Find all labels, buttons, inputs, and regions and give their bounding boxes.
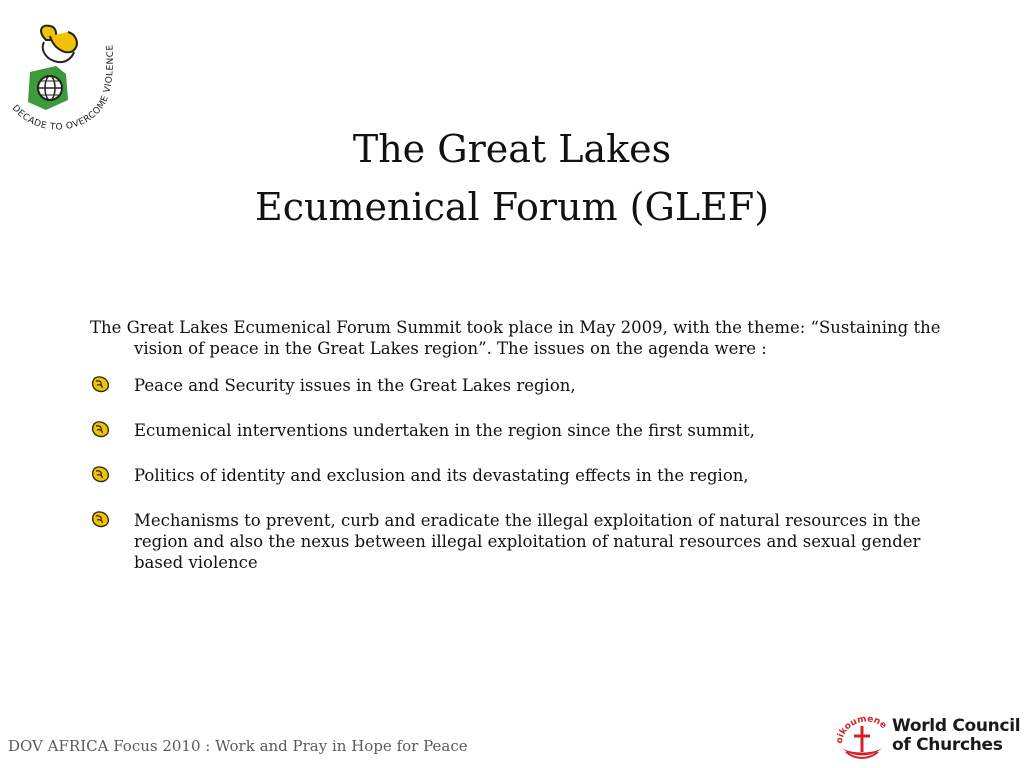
oikoumene-ship-icon	[835, 714, 888, 758]
wcc-wordmark	[892, 717, 1020, 755]
logo-text: DECADE TO OVERCOME VIOLENCE	[9, 44, 116, 133]
list-item	[90, 510, 960, 573]
hand-icon	[41, 26, 77, 62]
body-content	[90, 317, 960, 597]
bullet-text: Peace and Security issues in the Great Lakes region,	[134, 376, 576, 395]
page-title	[0, 120, 1024, 236]
hand-bullet-icon	[90, 510, 112, 530]
title-line-2: Ecumenical Forum (GLEF)	[254, 185, 770, 229]
footer-text: DOV AFRICA Focus 2010 : Work and Pray in Hope for Peace	[8, 737, 468, 755]
bullet-text: Ecumenical interventions undertaken in the region since the first summit,	[134, 421, 755, 440]
agenda-list	[90, 375, 960, 573]
svg-text:oikoumene: oikoumene	[834, 714, 889, 745]
list-item	[90, 420, 960, 441]
hand-bullet-icon	[90, 420, 112, 440]
bullet-text: Mechanisms to prevent, curb and eradicate the illegal exploitation of natural resources in the region and also the nexus between illegal exploitation of natural resources and sexual gender based violence	[134, 511, 921, 572]
list-item	[90, 465, 960, 486]
globe-icon	[28, 66, 68, 110]
hand-bullet-icon	[90, 465, 112, 485]
wcc-line-1: World Council	[892, 716, 1021, 736]
bullet-text: Politics of identity and exclusion and its devastating effects in the region,	[134, 466, 749, 485]
title-line-1: The Great Lakes	[352, 127, 672, 171]
hand-bullet-icon	[90, 375, 112, 395]
intro-paragraph: The Great Lakes Ecumenical Forum Summit took place in May 2009, with the theme: “Sustaining the vision of peace in the Great Lakes region”. The issues on the agenda were :	[90, 318, 941, 358]
list-item	[90, 375, 960, 396]
wcc-line-2: of Churches	[892, 735, 1003, 755]
